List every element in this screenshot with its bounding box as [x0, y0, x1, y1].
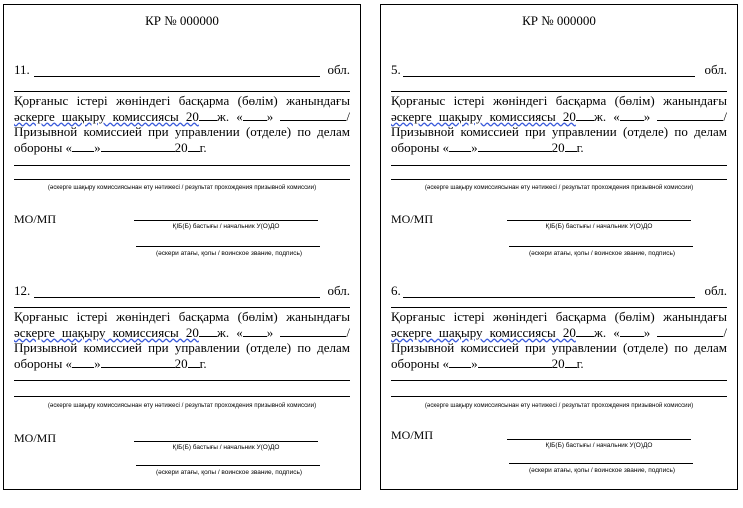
result-caption: (әскерге шақыру комиссиясынан өту нәтижесі / результат прохождения призывной комиссии)	[47, 402, 317, 409]
form-section	[4, 62, 360, 287]
document-number: КР № 000000	[522, 13, 596, 28]
text-line: Призывной комиссией при управлении (отделе) по делам	[14, 340, 350, 355]
fill-line	[391, 165, 727, 166]
text-line: обороны « » 20 г.	[391, 139, 584, 155]
region-label: обл.	[327, 62, 350, 77]
form-page-right	[380, 4, 738, 490]
document-number: КР № 000000	[145, 13, 219, 28]
text-line: Призывной комиссией при управлении (отделе) по делам	[391, 124, 727, 139]
section-number: 5.	[391, 62, 401, 77]
stamp-label: МО/МП	[14, 212, 57, 226]
text-line: Қорғаныс істері жөніндегі басқарма (бөлім) жанындағы	[391, 309, 727, 324]
signature-line	[134, 220, 318, 221]
form-page-left	[3, 4, 361, 490]
stamp-label: МО/МП	[391, 428, 434, 442]
fill-line	[14, 380, 350, 381]
text-line: әскерге шақыру комиссиясы 20 ж. « » /	[391, 324, 728, 340]
text-line: Қорғаныс істері жөніндегі басқарма (бөлім) жанындағы	[14, 309, 350, 324]
form-paragraph	[391, 93, 727, 155]
fill-line	[391, 179, 727, 180]
text-line: әскерге шақыру комиссиясы 20 ж. « » /	[391, 108, 728, 124]
fill-line	[391, 307, 727, 308]
signature-line	[507, 439, 691, 440]
head-caption: ҚІБ(Б) бастығы / начальник У(О)ДО	[545, 223, 653, 230]
text-line: обороны « » 20 г.	[14, 139, 207, 155]
result-caption: (әскерге шақыру комиссиясынан өту нәтижесі / результат прохождения призывной комиссии)	[424, 402, 694, 409]
text-line: әскерге шақыру комиссиясы 20 ж. « » /	[14, 108, 351, 124]
region-label: обл.	[327, 283, 350, 298]
head-caption: ҚІБ(Б) бастығы / начальник У(О)ДО	[172, 444, 280, 451]
signature-line	[509, 246, 693, 247]
fill-line	[14, 396, 350, 397]
signature-line	[134, 441, 318, 442]
number-line	[14, 283, 350, 301]
head-caption: ҚІБ(Б) бастығы / начальник У(О)ДО	[172, 223, 280, 230]
fill-line	[14, 91, 350, 92]
fill-line	[391, 396, 727, 397]
section-number: 6.	[391, 283, 401, 298]
text-line: әскерге шақыру комиссиясы 20 ж. « » /	[14, 324, 351, 340]
form-paragraph	[14, 93, 350, 155]
sign-caption: (әскери атағы, қолы / воинское звание, подпись)	[155, 469, 303, 476]
fill-line	[391, 380, 727, 381]
fill-line	[403, 297, 695, 298]
fill-line	[34, 297, 320, 298]
head-caption: ҚІБ(Б) бастығы / начальник У(О)ДО	[545, 442, 653, 449]
fill-line	[14, 307, 350, 308]
signature-line	[136, 246, 320, 247]
region-label: обл.	[704, 62, 727, 77]
sign-caption: (әскери атағы, қолы / воинское звание, подпись)	[528, 467, 676, 474]
fill-line	[14, 165, 350, 166]
form-paragraph	[391, 309, 727, 371]
sign-caption: (әскери атағы, қолы / воинское звание, подпись)	[155, 250, 303, 257]
form-section	[381, 283, 737, 508]
result-caption: (әскерге шақыру комиссиясынан өту нәтижесі / результат прохождения призывной комиссии)	[47, 184, 317, 191]
number-line	[391, 62, 727, 80]
fill-line	[14, 179, 350, 180]
text-line: обороны « » 20 г.	[391, 355, 584, 371]
fill-line	[403, 76, 695, 77]
stamp-label: МО/МП	[14, 431, 57, 445]
fill-line	[391, 91, 727, 92]
number-line	[391, 283, 727, 301]
signature-line	[509, 463, 693, 464]
section-number: 12.	[14, 283, 31, 298]
text-line: обороны « » 20 г.	[14, 355, 207, 371]
section-number: 11.	[14, 62, 30, 77]
text-line: Қорғаныс істері жөніндегі басқарма (бөлім) жанындағы	[14, 93, 350, 108]
signature-line	[507, 220, 691, 221]
text-line: Призывной комиссией при управлении (отделе) по делам	[14, 124, 350, 139]
form-section	[381, 62, 737, 287]
number-line	[14, 62, 350, 80]
fill-line	[34, 76, 320, 77]
signature-line	[136, 465, 320, 466]
text-line: Призывной комиссией при управлении (отделе) по делам	[391, 340, 727, 355]
result-caption: (әскерге шақыру комиссиясынан өту нәтижесі / результат прохождения призывной комиссии)	[424, 184, 694, 191]
sign-caption: (әскери атағы, қолы / воинское звание, подпись)	[528, 250, 676, 257]
region-label: обл.	[704, 283, 727, 298]
form-section	[4, 283, 360, 508]
stamp-label: МО/МП	[391, 212, 434, 226]
form-paragraph	[14, 309, 350, 371]
text-line: Қорғаныс істері жөніндегі басқарма (бөлім) жанындағы	[391, 93, 727, 108]
